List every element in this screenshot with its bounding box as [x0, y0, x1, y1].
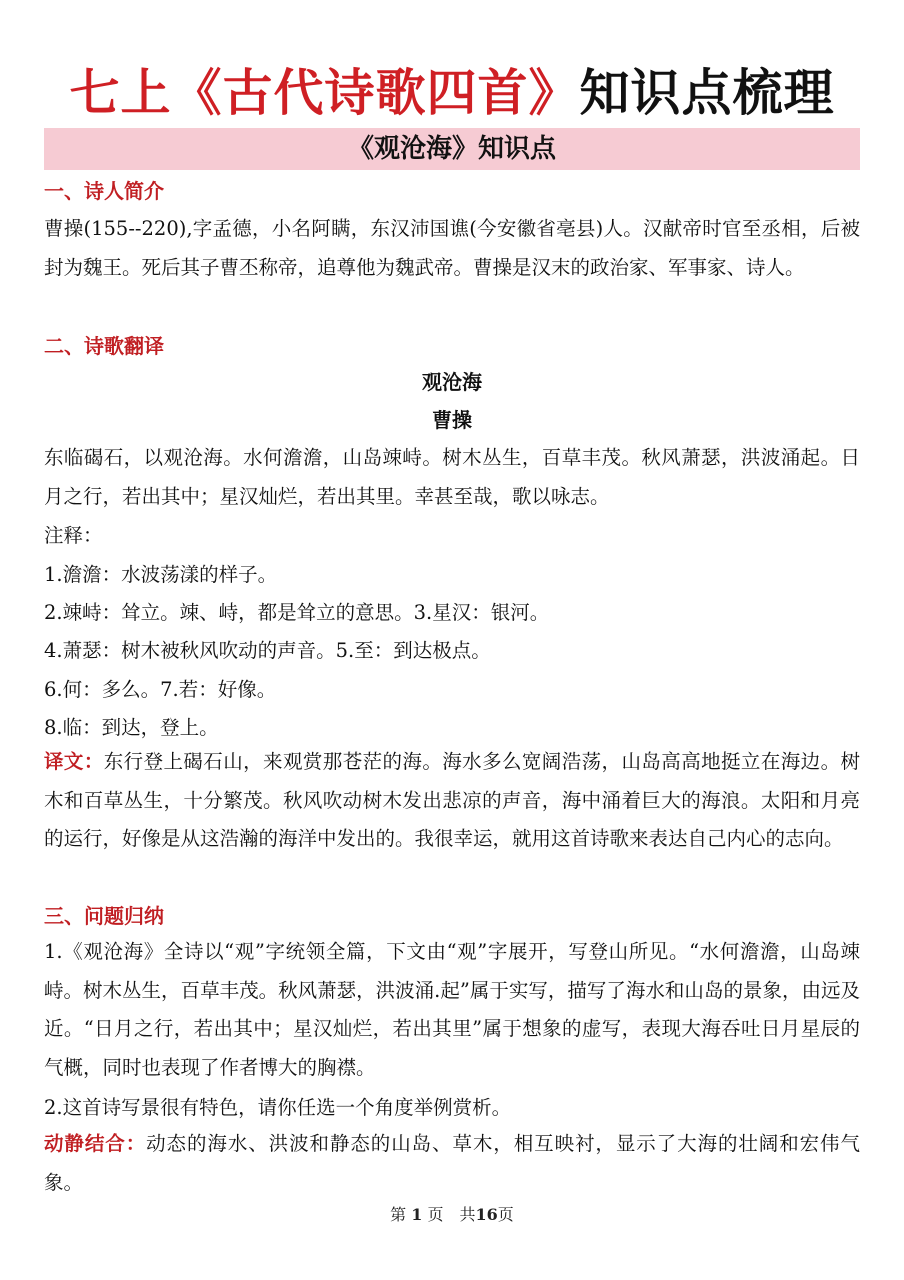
poem-title: 观沧海 [422, 370, 482, 394]
section1-heading: 一、诗人简介 [44, 179, 164, 203]
footer-prefix: 第 [390, 1205, 407, 1224]
question-1: 1.《观沧海》全诗以“观”字统领全篇，下文由“观”字展开，写登山所见。“水何澹澹，山岛竦峙。树木丛生，百草丰茂。秋风萧瑟，洪波涌.起”属于实写，描写了海水和山岛的景象，由远及近。“日月之行，若出其中；星汉灿烂，若出其里”属于想象的虚写，表现大海吞吐日月星辰的气概，同时也表现了作者博大的胸襟。 [44, 940, 860, 1079]
answer-label: 动静结合： [44, 1132, 147, 1155]
answer-text: 动态的海水、洪波和静态的山岛、草木，相互映衬，显示了大海的壮阔和宏伟气象。 [44, 1132, 860, 1194]
note-item: 4.萧瑟：树木被秋风吹动的声音。5.至：到达极点。 [44, 639, 491, 662]
poem-author: 曹操 [432, 408, 472, 432]
footer-suffix: 页 [497, 1205, 514, 1224]
note-item: 8.临：到达，登上。 [44, 716, 219, 739]
question-2: 2.这首诗写景很有特色，请你任选一个角度举例赏析。 [44, 1096, 512, 1119]
main-title [0, 62, 904, 124]
note-item: 6.何：多么。7.若：好像。 [44, 678, 277, 701]
poem-text: 东临碣石，以观沧海。水何澹澹，山岛竦峙。树木丛生，百草丰茂。秋风萧瑟，洪波涌起。日月之行，若出其中；星汉灿烂，若出其里。幸甚至哉，歌以咏志。 [44, 446, 860, 508]
notes-label: 注释： [44, 524, 103, 547]
footer-total-pages: 16 [475, 1205, 498, 1224]
main-title-black: 知识点梳理 [579, 64, 835, 122]
main-title-red: 七上《古代诗歌四首》 [69, 64, 580, 122]
poet-bio: 曹操(155--220),字孟德，小名阿瞒，东汉沛国谯(今安徽省亳县)人。汉献帝时官至丞相，后被封为魏王。死后其子曹丕称帝，追尊他为魏武帝。曹操是汉末的政治家、军事家、诗人。 [44, 217, 860, 279]
note-item: 2.竦峙：耸立。竦、峙，都是耸立的意思。3.星汉：银河。 [44, 601, 550, 624]
footer-page-number: 1 [411, 1205, 423, 1224]
section-banner: 《观沧海》知识点 [44, 128, 860, 170]
answer [44, 1125, 860, 1202]
translation-text: 东行登上碣石山，来观赏那苍茫的海。海水多么宽阔浩荡，山岛高高地挺立在海边。树木和百草丛生，十分繁茂。秋风吹动树木发出悲凉的声音，海中涌着巨大的海浪。太阳和月亮的运行，好像是从这浩瀚的海洋中发出的。我很幸运，就用这首诗歌来表达自己内心的志向。 [44, 750, 860, 850]
translation-label: 译文： [44, 750, 104, 773]
note-item: 1.澹澹：水波荡漾的样子。 [44, 563, 278, 586]
section2-heading: 二、诗歌翻译 [44, 334, 164, 358]
page-footer [0, 1203, 904, 1227]
section3-heading: 三、问题归纳 [44, 904, 164, 928]
footer-middle: 页 共 [427, 1205, 476, 1224]
translation [44, 743, 860, 859]
